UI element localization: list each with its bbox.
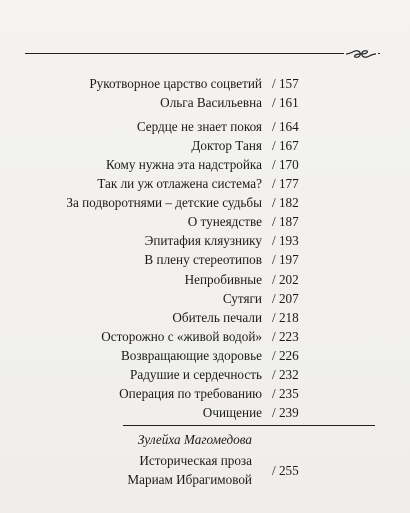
appendix-author: Зулейха Магомедова [137,432,252,447]
toc-entry-page: / 161 [272,95,299,111]
toc-entry-title: Сердце не знает покоя [136,119,262,135]
toc-entry-title: Кому нужна эта надстройка [106,157,262,173]
toc-entry [0,327,410,346]
toc-entry-title: Операция по требованию [119,385,262,401]
toc-entry-title: За подворотнями – детские судьбы [66,195,262,211]
toc-entry-page: / 223 [272,328,299,344]
toc-entry-page: / 157 [272,76,299,91]
toc-entry-page: / 239 [272,404,299,420]
toc-entry [0,193,410,212]
toc-entry-page: / 197 [272,252,299,268]
toc-entry-title: Осторожно с «живой водой» [101,328,262,344]
toc-entry-page: / 202 [272,271,299,287]
toc-entry [0,403,410,422]
appendix-title-line1: Историческая проза [139,453,252,468]
rule-line [25,53,380,54]
top-ornament-rule [25,47,380,61]
toc-entry [0,174,410,193]
toc-entry-page: / 187 [272,214,299,230]
toc-entry-page: / 170 [272,157,299,173]
toc-entry-page: / 226 [272,347,299,363]
toc-entry [0,93,410,112]
toc-entry-page: / 232 [272,366,299,382]
toc-entry [0,136,410,155]
toc-entry-title: Очищение [202,404,262,420]
toc-entry-page: / 177 [272,176,299,192]
toc-entry-page: / 167 [272,138,299,154]
toc-entry [0,155,410,174]
toc-entry-page: / 182 [272,195,299,211]
toc-entry-title: Доктор Таня [191,138,262,154]
toc-entry-title: Так ли уж отлажена система? [97,176,262,192]
toc-entry-title: Непробивные [184,271,262,287]
toc-entry-title: Ольга Васильевна [160,95,262,111]
toc-entry-title: Возвращающие здоровье [120,347,262,363]
toc-entry [0,270,410,289]
appendix-page-number: / 255 [272,463,299,478]
toc-entry-title: Радушие и сердечность [130,366,262,382]
toc-entry-title: Обитель печали [172,309,262,325]
toc-entry [0,117,410,136]
toc-entry-title: Рукотворное царство соцветий [89,76,262,91]
toc-entry-title: Эпитафия кляузнику [144,233,262,249]
toc-entry-page: / 193 [272,233,299,249]
toc-entry-title: В плену стереотипов [144,252,262,268]
toc-entry-page: / 218 [272,309,299,325]
flourish-icon [344,47,378,61]
toc-entry [0,308,410,327]
toc-entry-title: О тунеядстве [187,214,262,230]
toc-entry [0,365,410,384]
toc-entry [0,384,410,403]
toc-entry-page: / 207 [272,290,299,306]
toc-entry-page: / 235 [272,385,299,401]
toc-entry [0,74,410,93]
toc-entry [0,231,410,250]
toc-entry [0,250,410,269]
toc-entry [0,346,410,365]
toc-entry-page: / 164 [272,119,299,135]
toc-entry [0,212,410,231]
toc-entry-title: Сутяги [222,290,262,306]
section-divider [123,425,375,426]
appendix-title-line2: Мариам Ибрагимовой [127,472,252,487]
toc-entry [0,289,410,308]
